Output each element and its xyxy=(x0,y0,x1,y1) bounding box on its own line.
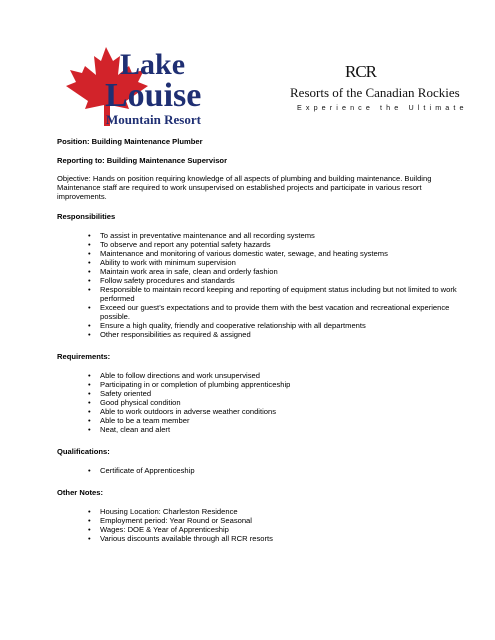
list-item: • Other responsibilities as required & assigned xyxy=(100,330,457,339)
list-item: • Various discounts available through all RCR resorts xyxy=(100,534,457,543)
rcr-tagline: Experience the Ultimate xyxy=(297,103,468,112)
list-item: • Maintain work area in safe, clean and orderly fashion xyxy=(100,267,457,276)
list-item: • To assist in preventative maintenance and all recording systems xyxy=(100,231,457,240)
lake-louise-logo xyxy=(62,44,228,128)
bullet-list xyxy=(57,466,457,475)
maple-leaf-icon xyxy=(62,44,228,128)
position-line: Position: Building Maintenance Plumber xyxy=(57,137,203,146)
list-item: • Ensure a high quality, friendly and cooperative relationship with all departments xyxy=(100,321,457,330)
list-item: • Employment period: Year Round or Seasonal xyxy=(100,516,457,525)
list-item: • Participating in or completion of plumbing apprenticeship xyxy=(100,380,457,389)
list-item: • Housing Location: Charleston Residence xyxy=(100,507,457,516)
list-item: • Safety oriented xyxy=(100,389,457,398)
bullet-list xyxy=(57,231,457,339)
reporting-line: Reporting to: Building Maintenance Supervisor xyxy=(57,155,228,165)
list-item: • Able to follow directions and work unsupervised xyxy=(100,371,457,380)
list-item: • Wages: DOE & Year of Apprenticeship xyxy=(100,525,457,534)
rcr-name: Resorts of the Canadian Rockies xyxy=(290,85,460,100)
bullet-list xyxy=(57,507,457,543)
section-heading: Other Notes: xyxy=(57,487,103,497)
list-item: • Maintenance and monitoring of various domestic water, sewage, and heating systems xyxy=(100,249,457,258)
list-item: • Exceed our guest’s expectations and to provide them with the best vacation and recreational experience possible. xyxy=(100,303,457,321)
list-item: • To observe and report any potential safety hazards xyxy=(100,240,457,249)
rcr-mark: RCR xyxy=(345,62,377,81)
list-item: • Follow safety procedures and standards xyxy=(100,276,457,285)
list-item: • Ability to work with minimum supervision xyxy=(100,258,457,267)
section-heading: Responsibilities xyxy=(57,211,116,221)
list-item: • Neat, clean and alert xyxy=(100,425,457,434)
job-posting xyxy=(57,137,457,556)
list-item: • Able to work outdoors in adverse weather conditions xyxy=(100,407,457,416)
list-item: • Certificate of Apprenticeship xyxy=(100,466,457,475)
rcr-logo xyxy=(290,62,475,118)
section-heading: Requirements: xyxy=(57,351,111,361)
list-item: • Able to be a team member xyxy=(100,416,457,425)
logo-word-louise: Louise xyxy=(105,77,202,114)
logo-word-lake: Lake xyxy=(120,48,186,81)
list-item: • Responsible to maintain record keeping and reporting of equipment status including but not limited to work performed xyxy=(100,285,457,303)
logo-word-mountain-resort: Mountain Resort xyxy=(106,112,201,127)
objective-paragraph: Objective: Hands on position requiring knowledge of all aspects of plumbing and building maintenance. Building Maintenance staff are required to work unsupervised on established projects and participate in various resort improvements. xyxy=(57,174,432,201)
list-item: • Good physical condition xyxy=(100,398,457,407)
section-heading: Qualifications: xyxy=(57,446,110,456)
bullet-list xyxy=(57,371,457,434)
sections xyxy=(57,212,457,543)
